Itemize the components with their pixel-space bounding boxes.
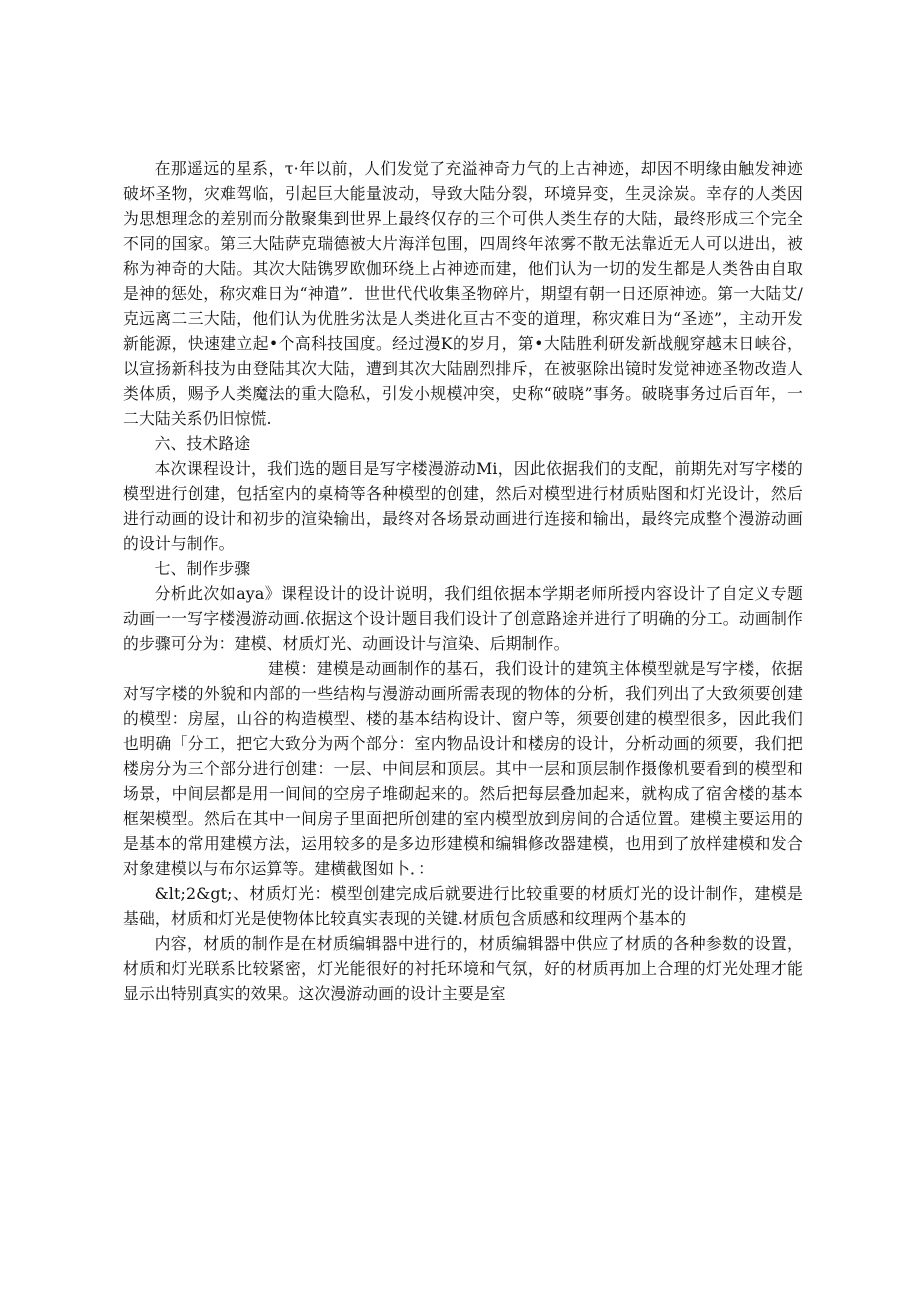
paragraph-steps-intro: 分析此次如aya》课程设计的设计说明，我们组依据本学期老师所授内容设计了自定义专题动画一一写字楼漫游动画.依据这个设计题目我们设计了创意路途并进行了明确的分工。动画制作的步骤可分为：建模、材质灯光、动画设计与渲染、后期制作。 <box>123 584 803 653</box>
section-heading-tech-route: 六、技术路途 <box>154 434 251 453</box>
paragraph-modeling: 建模：建模是动画制作的基石，我们设计的建筑主体模型就是写字楼，依据对写字楼的外貌和内部的一些结构与漫游动画所需表现的物体的分析，我们列出了大致须要创建的模型：房屋，山谷的构造模型、楼的基本结构设计、窗户等，须要创建的模型很多，因此我们也明确「分工，把它大致分为两个部分：室内物品设计和楼房的设计，分析动画的须要，我们把楼房分为三个部分进行创建：一层、中间层和顶层。其中一层和顶层制作摄像机要看到的模型和场景，中间层都是用一间间的空房子堆砌起来的。然后把每层叠加起来，就构成了宿舍楼的基本框架模型。然后在其中一间房子里面把所创建的室内模型放到房间的合适位置。建模主要运用的是基本的常用建模方法，运用较多的是多边形建模和编辑修改器建模，也用到了放样建模和发合对象建模以与布尔运算等。建横截图如卜．： <box>123 659 803 878</box>
paragraph-background-story: 在那遥远的星系，τ·年以前，人们发觉了充溢神奇力气的上古神迹，却因不明缘由触发神迹破坏圣物，灾难驾临，引起巨大能量波动，导致大陆分裂，环境异变，生灵涂炭。幸存的人类因为思想理念的差别而分散聚集到世界上最终仅存的三个可供人类生存的大陆，最终形成三个完全不同的国家。第三大陆萨克瑞德被大片海洋包围，四周终年浓雾不散无法靠近无人可以进出，被称为神奇的大陆。其次大陆镌罗欧伽环绕上占神迹而建，他们认为一切的发生都是人类咎由自取是神的惩处，称灾难日为“神遣”．世世代代收集圣物碎片，期望有朝一日还原神迹。第一大陆艾/克远离二三大陆，他们认为优胜劣汰是人类进化亘古不变的道理，称灾难日为“圣迹”，主动开发新能源，快速建立起•个高科技国度。经过漫K的岁月，第•大陆胜利研发新战舰穿越末日峡谷，以宣扬新科技为由登陆其次大陆，遭到其次大陆剧烈排斥，在被驱除出镜时发觉神迹圣物改造人类体质，赐予人类魔法的重大隐私，引发小规模冲突，史称“破晓”事务。破晓事务过后百年，一二大陆关系仍旧惊慌. <box>123 159 803 428</box>
paragraph-material-lighting: &lt;2&gt;、材质灯光：模型创建完成后就要进行比较重要的材质灯光的设计制作，建模是基础，材质和灯光是使物体比较真实表现的关键.材质包含质感和纹理两个基本的 <box>123 884 803 928</box>
paragraph-material-continued: 内容，材质的制作是在材质编辑器中进行的，材质编辑器中供应了材质的各种参数的设置，材质和灯光联系比较紧密，灯光能很好的衬托环境和气氛，好的材质再加上合理的灯光处理才能显示出特别真实的效果。这次漫游动画的设计主要是室 <box>123 934 803 1003</box>
section-heading-production-steps: 七、制作步骤 <box>154 559 251 578</box>
paragraph-tech-route: 本次课程设计，我们选的题目是写字楼漫游动Mi，因此依据我们的支配，前期先对写字楼的模型进行创建，包括室内的桌椅等各种模型的创建，然后对模型进行材质贴图和灯光设计，然后进行动画的设计和初步的渲染输出，最终对各场景动画进行连接和输出，最终完成整个漫游动画的设计与制作。 <box>123 459 803 553</box>
document-body <box>123 156 803 1006</box>
